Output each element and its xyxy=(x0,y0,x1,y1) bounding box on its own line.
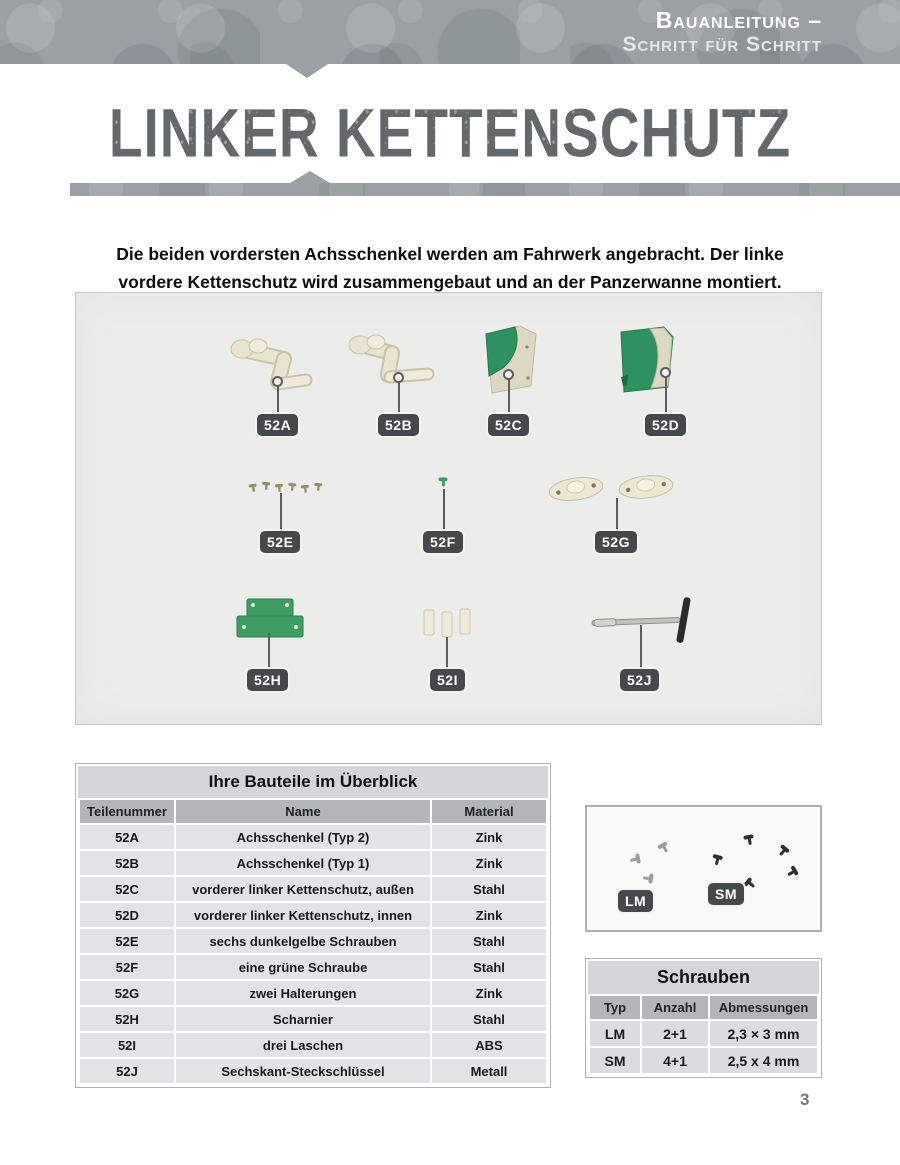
table-cell: Achsschenkel (Typ 1) xyxy=(176,851,430,875)
page-title: LINKER KETTENSCHUTZ xyxy=(23,94,878,173)
part-52g-photo xyxy=(544,469,694,509)
table-cell: vorderer linker Kettenschutz, innen xyxy=(176,903,430,927)
screw-icon xyxy=(301,485,310,494)
table-cell: Stahl xyxy=(432,929,546,953)
screw-icon xyxy=(314,483,323,492)
table-cell: 52I xyxy=(80,1033,174,1057)
table-row xyxy=(80,851,546,875)
parts-table-header xyxy=(80,800,546,823)
table-cell: 52J xyxy=(80,1059,174,1083)
leader-line xyxy=(640,625,642,669)
silver-screw-icon xyxy=(629,853,641,865)
table-row xyxy=(590,1048,817,1073)
table-cell: ABS xyxy=(432,1033,546,1057)
table-row xyxy=(80,1033,546,1057)
table-cell: Stahl xyxy=(432,877,546,901)
table-cell: drei Laschen xyxy=(176,1033,430,1057)
table-cell: 2,3 × 3 mm xyxy=(710,1021,817,1046)
part-tag-52d: 52D xyxy=(645,414,686,436)
table-row xyxy=(80,877,546,901)
black-screw-icon xyxy=(776,844,790,858)
table-row xyxy=(80,1059,546,1083)
green-screw-icon xyxy=(439,478,448,487)
silver-screw-icon xyxy=(657,841,671,855)
screw-tag-sm: SM xyxy=(708,883,744,905)
part-tag-52e: 52E xyxy=(260,531,300,553)
column-header: Name xyxy=(176,800,430,823)
screw-icon xyxy=(275,484,283,492)
part-52c-photo xyxy=(479,323,543,397)
leader-line xyxy=(398,382,400,414)
leader-line xyxy=(268,633,270,669)
table-row xyxy=(80,1007,546,1031)
part-tag-52f: 52F xyxy=(423,531,463,553)
table-row xyxy=(80,981,546,1005)
table-cell: Zink xyxy=(432,851,546,875)
kicker-line1: Bauanleitung – xyxy=(655,7,822,33)
table-row xyxy=(80,929,546,953)
part-tag-52c: 52C xyxy=(488,414,529,436)
table-cell: Stahl xyxy=(432,1007,546,1031)
part-tag-52a: 52A xyxy=(257,414,298,436)
table-cell: 52D xyxy=(80,903,174,927)
table-cell: 52E xyxy=(80,929,174,953)
table-row xyxy=(80,955,546,979)
table-cell: 52H xyxy=(80,1007,174,1031)
table-cell: Zink xyxy=(432,825,546,849)
part-52j-photo xyxy=(588,593,698,645)
leader-line xyxy=(277,386,279,414)
screw-tag-lm: LM xyxy=(618,890,653,912)
table-cell: zwei Halterungen xyxy=(176,981,430,1005)
part-tag-52g: 52G xyxy=(595,531,637,553)
part-tag-52j: 52J xyxy=(620,669,659,691)
part-52a-photo xyxy=(226,335,338,395)
leader-line xyxy=(443,489,445,531)
part-tag-52h: 52H xyxy=(247,669,288,691)
table-row xyxy=(80,825,546,849)
table-cell: 52F xyxy=(80,955,174,979)
intro-line2: vordere Kettenschutz wird zusammengebaut und an der Panzerwanne montiert. xyxy=(118,271,782,292)
column-header: Material xyxy=(432,800,546,823)
kicker-line2: Schritt für Schritt xyxy=(622,33,822,57)
table-cell: Achsschenkel (Typ 2) xyxy=(176,825,430,849)
table-cell: 52A xyxy=(80,825,174,849)
column-header: Abmessungen xyxy=(710,996,817,1019)
parts-photo-panel xyxy=(75,292,822,725)
column-header: Typ xyxy=(590,996,640,1019)
part-tag-52i: 52I xyxy=(430,669,465,691)
part-52i-photo xyxy=(422,607,474,639)
column-header: Anzahl xyxy=(642,996,708,1019)
part-52d-photo xyxy=(612,325,682,397)
table-cell: 4+1 xyxy=(642,1048,708,1073)
table-cell: 2,5 x 4 mm xyxy=(710,1048,817,1073)
screws-table-title: Schrauben xyxy=(588,961,819,994)
table-cell: vorderer linker Kettenschutz, außen xyxy=(176,877,430,901)
black-screw-icon xyxy=(785,865,799,879)
part-tag-52b: 52B xyxy=(378,414,419,436)
leader-line xyxy=(446,637,448,669)
screw-icon xyxy=(262,482,271,491)
leader-line xyxy=(280,493,282,531)
page-number: 3 xyxy=(800,1090,810,1109)
screws-table xyxy=(585,958,822,1078)
table-cell: 52G xyxy=(80,981,174,1005)
page-kicker xyxy=(623,7,823,58)
table-cell: LM xyxy=(590,1021,640,1046)
table-cell: Zink xyxy=(432,981,546,1005)
table-cell: Zink xyxy=(432,903,546,927)
screw-icon xyxy=(248,483,257,492)
black-screw-icon xyxy=(711,854,723,866)
leader-line xyxy=(508,379,510,414)
black-screw-icon xyxy=(743,877,757,891)
intro-text xyxy=(80,240,820,296)
table-cell: 2+1 xyxy=(642,1021,708,1046)
screw-icon xyxy=(288,483,297,492)
table-cell: Sechskant-Steckschlüssel xyxy=(176,1059,430,1083)
table-cell: 52C xyxy=(80,877,174,901)
divider-bar xyxy=(70,183,900,196)
parts-table-title: Ihre Bauteile im Überblick xyxy=(78,766,548,798)
black-screw-icon xyxy=(743,834,755,846)
leader-line xyxy=(665,377,667,414)
table-cell: Scharnier xyxy=(176,1007,430,1031)
table-cell: Stahl xyxy=(432,955,546,979)
leader-line xyxy=(616,498,618,531)
intro-line1: Die beiden vordersten Achsschenkel werden am Fahrwerk angebracht. Der linke xyxy=(116,243,784,264)
screws-photo-panel xyxy=(585,805,822,932)
silver-screw-icon xyxy=(642,872,654,884)
screws-table-header xyxy=(590,996,817,1019)
table-cell: eine grüne Schraube xyxy=(176,955,430,979)
band-chevron-down xyxy=(286,64,328,78)
table-cell: 52B xyxy=(80,851,174,875)
parts-table xyxy=(75,763,551,1088)
part-52h-photo xyxy=(234,597,306,641)
column-header: Teilenummer xyxy=(80,800,174,823)
table-cell: Metall xyxy=(432,1059,546,1083)
table-cell: SM xyxy=(590,1048,640,1073)
table-row xyxy=(590,1021,817,1046)
table-cell: sechs dunkelgelbe Schrauben xyxy=(176,929,430,953)
table-row xyxy=(80,903,546,927)
